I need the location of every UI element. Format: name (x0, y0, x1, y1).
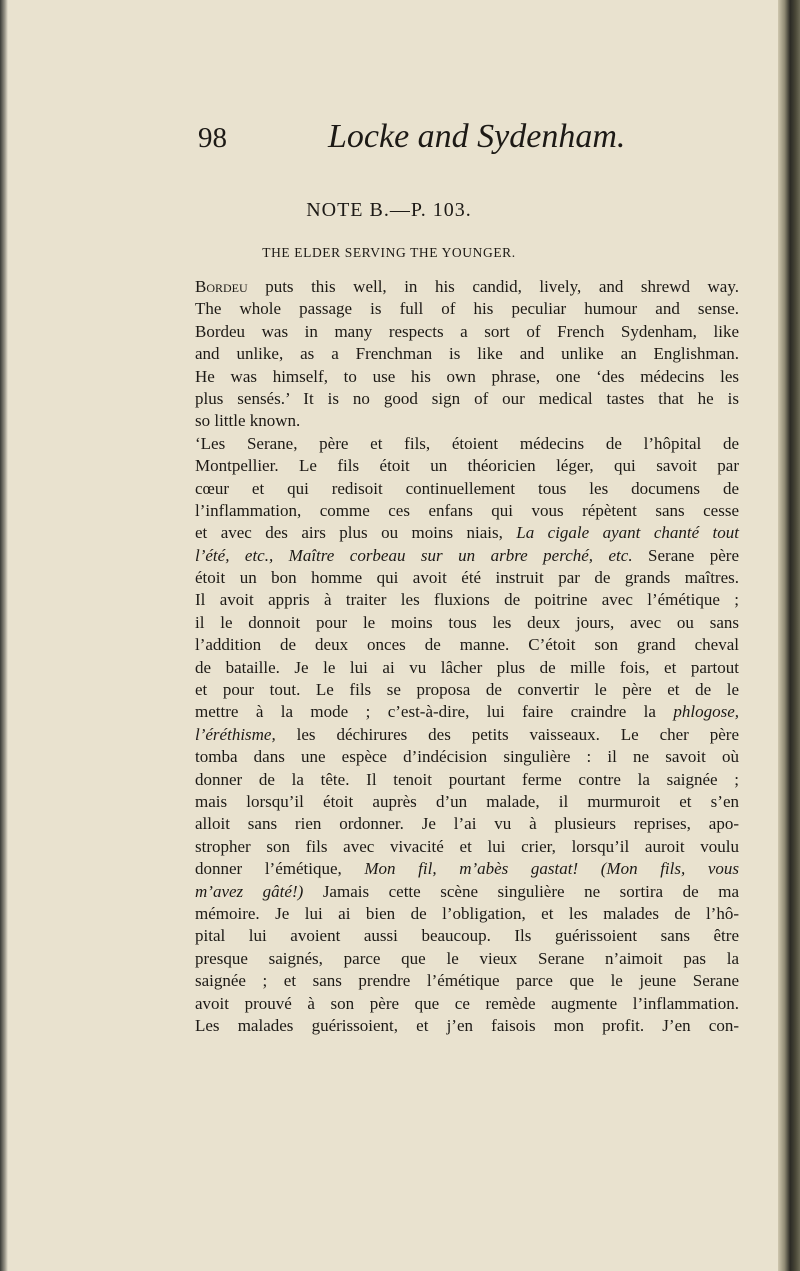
line-text: saignée ; et sans prendre l’émétique parce que le jeune Serane (195, 971, 739, 991)
text-line (195, 903, 739, 925)
text-line (195, 791, 739, 813)
text-line (195, 769, 739, 791)
text-line (195, 813, 739, 835)
line-text: so little known. (195, 411, 301, 431)
line-text: Les malades guérissoient, et j’en faisois mon profit. J’en con- (195, 1015, 739, 1035)
text-line (195, 343, 739, 365)
note-title: NOTE B.—P. 103. (306, 199, 472, 221)
text-line (195, 388, 739, 410)
text-line (195, 612, 739, 634)
line-text: donner de la tête. Il tenoit pourtant ferme contre la saignée ; (195, 769, 739, 789)
italic-text: l’éréthisme, (195, 724, 276, 744)
line-text: ‘Les Serane, père et fils, étoient médecins de l’hôpital de (195, 433, 739, 453)
text-line (195, 746, 739, 768)
line-text: mettre à la mode ; c’est-à-dire, lui faire craindre la (195, 702, 656, 722)
note-subtitle: THE ELDER SERVING THE YOUNGER. (262, 245, 516, 260)
text-line (195, 634, 739, 656)
text-line (195, 993, 739, 1015)
body-text (195, 276, 739, 1037)
line-text: les déchirures des petits vaisseaux. Le cher père (275, 724, 739, 744)
text-line (195, 321, 739, 343)
text-line (195, 925, 739, 947)
line-text: He was himself, to use his own phrase, one ‘des médecins les (195, 366, 739, 386)
text-line (195, 679, 739, 701)
line-text: mémoire. Je lui ai bien de l’obligation, et les malades de l’hô- (195, 903, 739, 923)
line-text: plus sensés.’ It is no good sign of our medical tastes that he is (195, 388, 739, 408)
line-text: puts this well, in his candid, lively, and shrewd way. (247, 277, 739, 296)
line-text: de bataille. Je le lui ai vu lâcher plus de mille fois, et partout (195, 657, 739, 677)
text-line (195, 724, 739, 746)
line-text: il le donnoit pour le moins tous les deux jours, avec ou sans (195, 612, 739, 632)
line-text: l’addition de deux onces de manne. C’étoit son grand cheval (195, 635, 739, 655)
lead-word: Bordeu (195, 277, 248, 296)
line-text: Bordeu was in many respects a sort of French Sydenham, like (195, 321, 739, 341)
text-line (195, 970, 739, 992)
line-text: et avec des airs plus ou moins niais, (195, 523, 503, 543)
italic-text: l’été, etc., Maître corbeau sur un arbre perché, etc. (195, 545, 633, 565)
line-text: Montpellier. Le fils étoit un théoricien léger, qui savoit par (195, 456, 739, 476)
text-line (195, 1015, 739, 1037)
text-line (195, 298, 739, 320)
italic-text: Mon fil, m’abès gastat! (Mon fils, vous (364, 859, 740, 879)
running-head (198, 118, 625, 168)
text-line (195, 410, 739, 432)
page-number: 98 (198, 122, 227, 154)
text-line (195, 522, 739, 544)
line-text: presque saignés, parce que le vieux Serane n’aimoit pas la (195, 948, 739, 968)
text-line (195, 858, 739, 880)
running-title: Locke and Sydenham. (328, 118, 626, 155)
line-text: and unlike, as a Frenchman is like and unlike an Englishman. (195, 344, 739, 364)
text-line (195, 881, 739, 903)
line-text: alloit sans rien ordonner. Je l’ai vu à plusieurs reprises, apo- (195, 814, 739, 834)
text-line (195, 948, 739, 970)
line-text: pital lui avoient aussi beaucoup. Ils guérissoient sans être (195, 926, 739, 946)
line-text: The whole passage is full of his peculiar humour and sense. (195, 299, 739, 319)
text-line (195, 433, 739, 455)
line-text: Jamais cette scène singulière ne sortira de ma (303, 881, 739, 901)
line-text: Il avoit appris à traiter les fluxions de poitrine avec l’émétique ; (195, 590, 739, 610)
line-text: Serane père (632, 545, 739, 565)
line-text: cœur et qui redisoit continuellement tous les documens de (195, 478, 739, 498)
text-line (195, 478, 739, 500)
text-line (195, 567, 739, 589)
line-text: tomba dans une espèce d’indécision singulière : il ne savoit où (195, 747, 739, 767)
line-text: étoit un bon homme qui avoit été instruit par de grands maîtres. (195, 568, 739, 588)
italic-text: La cigale ayant chanté tout (516, 523, 739, 543)
line-text: avoit prouvé à son père que ce remède augmente l’inflammation. (195, 993, 739, 1013)
text-line (195, 545, 739, 567)
text-line (195, 701, 739, 723)
text-line (195, 276, 739, 298)
text-line (195, 589, 739, 611)
italic-text: phlogose, (673, 702, 740, 722)
line-text: donner l’émétique, (195, 859, 342, 879)
line-text: mais lorsqu’il étoit auprès d’un malade, il murmuroit et s’en (195, 791, 739, 811)
text-line (195, 836, 739, 858)
line-text: l’inflammation, comme ces enfans qui vous répètent sans cesse (195, 500, 739, 520)
text-line (195, 366, 739, 388)
line-text: stropher son fils avec vivacité et lui crier, lorsqu’il auroit voulu (195, 836, 739, 856)
line-text: et pour tout. Le fils se proposa de convertir le père et de le (195, 680, 739, 700)
italic-text: m’avez gâté!) (195, 881, 304, 901)
text-line (195, 500, 739, 522)
text-line (195, 657, 739, 679)
page-edge (778, 0, 800, 1271)
text-line (195, 455, 739, 477)
